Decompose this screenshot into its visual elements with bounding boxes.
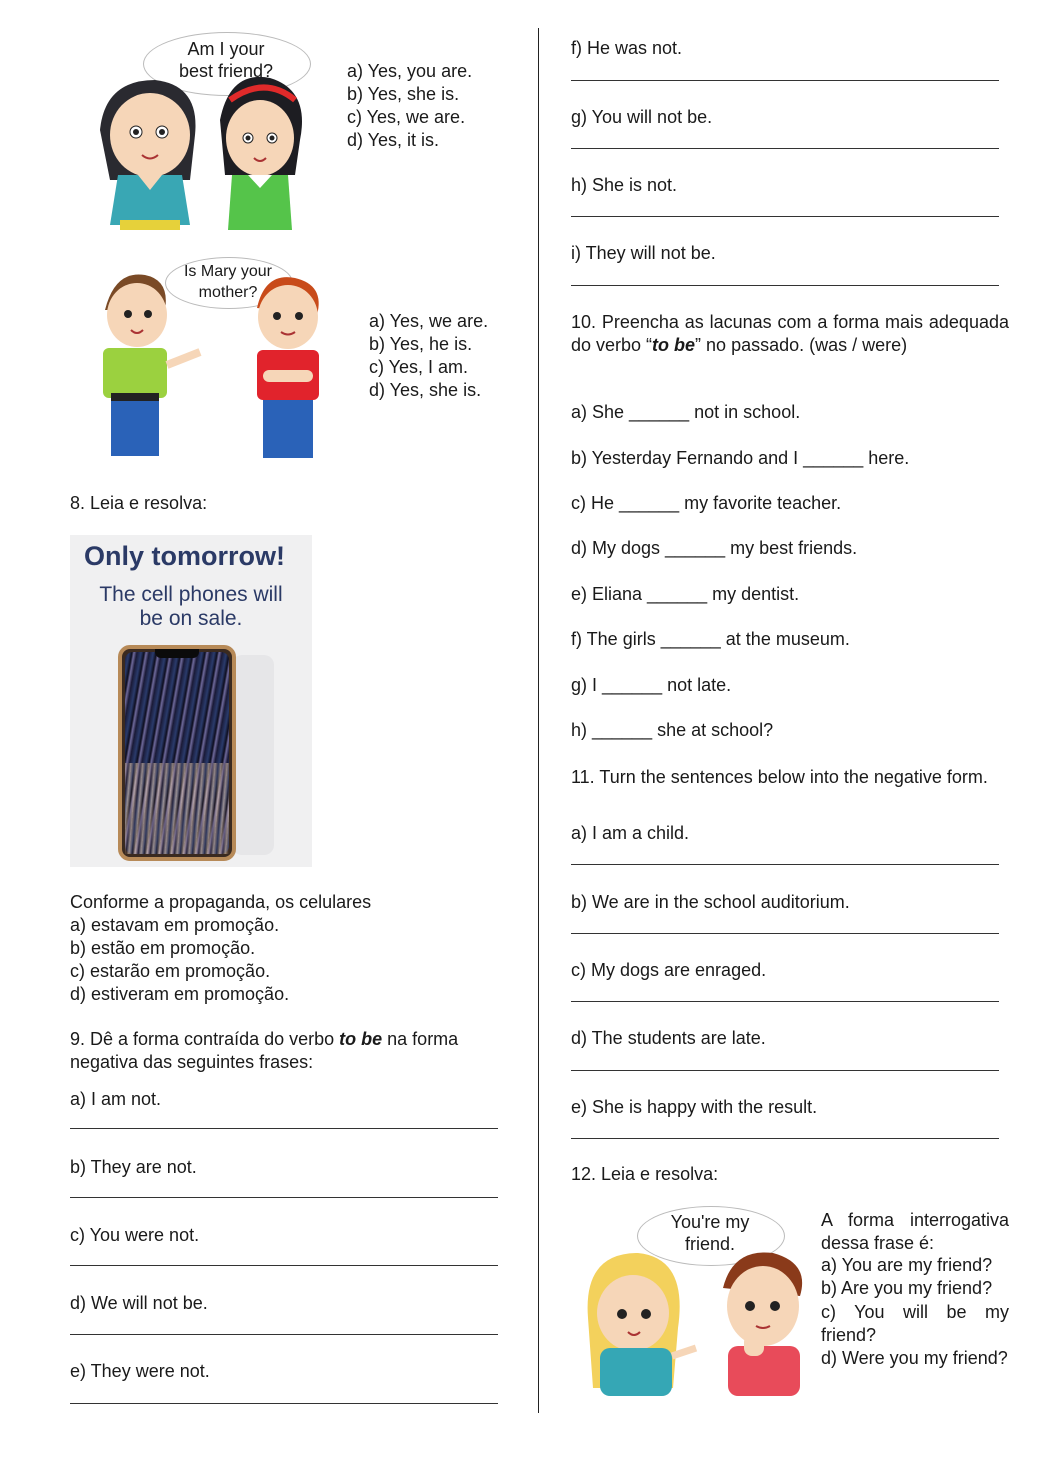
option-d: d) Yes, it is.	[347, 130, 440, 150]
option-b: b) Yes, she is.	[347, 84, 460, 104]
q10-item-g: g) I ______ not late.	[571, 675, 732, 695]
bubble-text: Am I your best friend?	[178, 39, 274, 81]
q9-item-b: b) They are not.	[70, 1157, 197, 1177]
q12-option-b: b) Are you my friend?	[821, 1278, 993, 1298]
answer-line[interactable]	[571, 285, 999, 286]
q11-item-a: a) I am a child.	[571, 823, 690, 843]
q10-item-h: h) ______ she at school?	[571, 720, 774, 740]
boys-drawing	[95, 270, 335, 465]
q11-item-e: e) She is happy with the result.	[571, 1097, 818, 1117]
q9-item-i: i) They will not be.	[571, 243, 716, 263]
blank[interactable]: ______	[660, 629, 721, 649]
ad-image	[70, 535, 312, 867]
q9-item-h: h) She is not.	[571, 175, 678, 195]
q9-title: 9. Dê a forma contraída do verbo to be na forma	[70, 1029, 459, 1049]
answer-line[interactable]	[70, 1334, 498, 1335]
answer-line[interactable]	[70, 1128, 498, 1129]
q8-title: 8. Leia e resolva:	[70, 493, 208, 513]
answer-line[interactable]	[571, 148, 999, 149]
q10-item-d: d) My dogs ______ my best friends.	[571, 538, 858, 558]
q10-item-b: b) Yesterday Fernando and I ______ here.	[571, 448, 910, 468]
answer-line[interactable]	[571, 1138, 999, 1139]
bubble-text: You're my friend.	[670, 1212, 750, 1254]
q8-option-a: a) estavam em promoção.	[70, 915, 280, 935]
q11-item-c: c) My dogs are enraged.	[571, 960, 767, 980]
q10-item-e: e) Eliana ______ my dentist.	[571, 584, 800, 604]
blank[interactable]: ______	[647, 584, 708, 604]
blank[interactable]: ______	[592, 720, 653, 740]
q8-option-b: b) estão em promoção.	[70, 938, 256, 958]
blank[interactable]: ______	[803, 448, 864, 468]
answer-line[interactable]	[571, 80, 999, 81]
answer-line[interactable]	[571, 1070, 999, 1071]
q11-item-b: b) We are in the school auditorium.	[571, 892, 850, 912]
q9-item-c: c) You were not.	[70, 1225, 200, 1245]
q9-item-f: f) He was not.	[571, 38, 683, 58]
q9-item-e: e) They were not.	[70, 1361, 210, 1381]
q12-option-d: d) Were you my friend?	[821, 1348, 1008, 1368]
answer-line[interactable]	[571, 933, 999, 934]
answer-line[interactable]	[571, 864, 999, 865]
q12-option-c: c) You will be my friend?	[821, 1302, 1009, 1345]
option-c: c) Yes, I am.	[369, 357, 469, 377]
blank[interactable]: ______	[629, 402, 690, 422]
option-c: c) Yes, we are.	[347, 107, 466, 127]
column-divider	[538, 28, 539, 1413]
q9-item-g: g) You will not be.	[571, 107, 713, 127]
q12-title: 12. Leia e resolva:	[571, 1164, 719, 1184]
blank[interactable]: ______	[665, 538, 726, 558]
q10-item-a: a) She ______ not in school.	[571, 402, 801, 422]
girls-drawing	[80, 70, 310, 235]
q9-item-a: a) I am not.	[70, 1089, 162, 1109]
blank[interactable]: ______	[602, 675, 663, 695]
phone-image	[118, 645, 236, 861]
bubble-text: Is Mary your mother?	[183, 263, 272, 301]
q9-title-line2: negativa das seguintes frases:	[70, 1052, 314, 1072]
q9-item-d: d) We will not be.	[70, 1293, 208, 1313]
q11-item-d: d) The students are late.	[571, 1028, 766, 1048]
phone-back-image	[232, 655, 274, 855]
answer-line[interactable]	[70, 1403, 498, 1404]
q10-item-c: c) He ______ my favorite teacher.	[571, 493, 842, 513]
q12-question: A forma interrogativa dessa frase é:	[821, 1210, 1009, 1253]
answer-line[interactable]	[70, 1197, 498, 1198]
ad-subtitle: The cell phones will be on sale.	[99, 583, 283, 630]
answer-line[interactable]	[571, 1001, 999, 1002]
q10-item-f: f) The girls ______ at the museum.	[571, 629, 850, 649]
answer-line[interactable]	[70, 1265, 498, 1266]
q12-option-a: a) You are my friend?	[821, 1255, 993, 1275]
q8-option-d: d) estiveram em promoção.	[70, 984, 290, 1004]
option-d: d) Yes, she is.	[369, 380, 482, 400]
blank[interactable]: ______	[619, 493, 680, 513]
kids-drawing	[578, 1248, 818, 1396]
q11-title: 11. Turn the sentences below into the negative form.	[571, 767, 988, 787]
option-b: b) Yes, he is.	[369, 334, 473, 354]
answer-line[interactable]	[571, 216, 999, 217]
q8-question: Conforme a propaganda, os celulares	[70, 892, 372, 912]
option-a: a) Yes, you are.	[347, 61, 473, 81]
option-a: a) Yes, we are.	[369, 311, 489, 331]
q10-title: 10. Preencha as lacunas com a forma mais adequada do verbo “to be” no passado. (was / were)	[571, 312, 1009, 355]
q8-option-c: c) estarão em promoção.	[70, 961, 271, 981]
ad-title: Only tomorrow!	[84, 541, 285, 571]
